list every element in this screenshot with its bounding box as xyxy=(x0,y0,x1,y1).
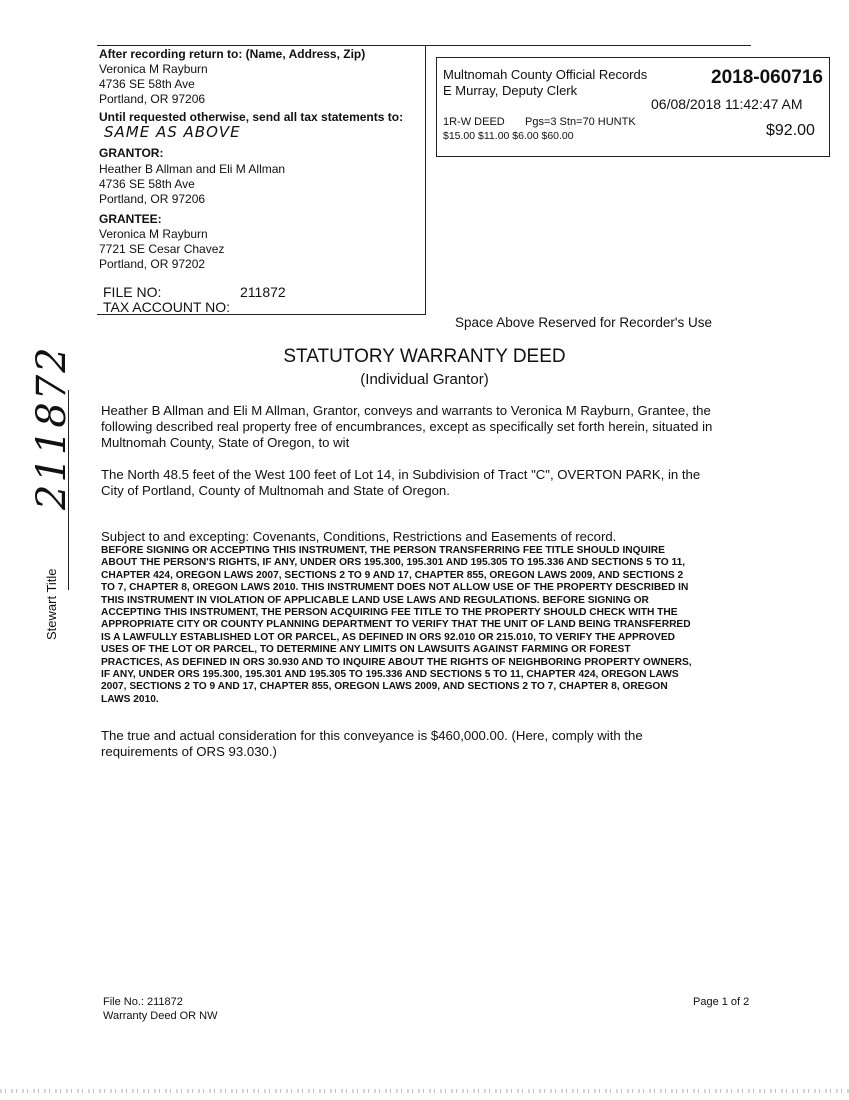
legal-description-line-2: City of Portland, County of Multnomah and State of Oregon. xyxy=(101,483,450,498)
footer-page-number: Page 1 of 2 xyxy=(693,996,750,1008)
warning-line: APPROPRIATE CITY OR COUNTY PLANNING DEPARTMENT TO VERIFY THAT THE UNIT OF LAND BEING TRANSFERRED xyxy=(101,619,691,631)
grantee-address-line2: Portland, OR 97202 xyxy=(99,257,206,271)
warning-line: USES OF THE LOT OR PARCEL, TO DETERMINE ANY LIMITS ON LAWSUITS AGAINST FARMING OR FOREST xyxy=(101,644,631,656)
deed-title: STATUTORY WARRANTY DEED xyxy=(283,346,566,367)
header-top-rule xyxy=(97,45,751,46)
recording-number: 2018-060716 xyxy=(711,67,823,88)
grantor-address-line1: 4736 SE 58th Ave xyxy=(99,177,195,191)
recorder-clerk: E Murray, Deputy Clerk xyxy=(443,83,578,98)
tax-statement-label: Until requested otherwise, send all tax statements to: xyxy=(99,110,404,124)
file-no-value: 211872 xyxy=(240,284,286,300)
warning-line: IS A LAWFULLY ESTABLISHED LOT OR PARCEL, AS DEFINED IN ORS 92.010 OR 215.010, TO VERIFY THE APPROVED xyxy=(101,631,676,643)
recording-total: $92.00 xyxy=(766,122,815,139)
deed-type-code: 1R-W DEED xyxy=(443,116,505,128)
legal-description-line-1: The North 48.5 feet of the West 100 feet of Lot 14, in Subdivision of Tract "C", OVERTON PARK, in the xyxy=(101,467,701,482)
return-name: Veronica M Rayburn xyxy=(99,62,208,76)
grantee-address-line1: 7721 SE Cesar Chavez xyxy=(99,242,225,256)
pages-station-info: Pgs=3 Stn=70 HUNTK xyxy=(525,116,636,128)
tax-statement-handwritten: SAME AS ABOVE xyxy=(104,123,241,141)
warning-line: ABOUT THE PERSON'S RIGHTS, IF ANY, UNDER ORS 195.300, 195.301 AND 195.305 TO 195.336 AND SECTIONS 5 TO 11, xyxy=(101,557,686,569)
consideration-line-2: requirements of ORS 93.030.) xyxy=(101,744,277,759)
warning-line: LAWS 2010. xyxy=(101,693,159,705)
return-address-line2: Portland, OR 97206 xyxy=(99,92,206,106)
handwritten-file-number: 211872 xyxy=(29,345,75,510)
conveyance-line-1: Heather B Allman and Eli M Allman, Grantor, conveys and warrants to Veronica M Rayburn, Grantee, the xyxy=(101,403,711,418)
stewart-title-label: Stewart Title xyxy=(44,568,59,640)
consideration-line-1: The true and actual consideration for this conveyance is $460,000.00. (Here, comply with the xyxy=(101,728,643,743)
warning-line: 2007, SECTIONS 2 TO 9 AND 17, CHAPTER 855, OREGON LAWS 2009, AND SECTIONS 2 TO 7, CHAPTER 8, OREGON xyxy=(101,681,668,693)
grantee-name: Veronica M Rayburn xyxy=(99,227,208,241)
warning-line: BEFORE SIGNING OR ACCEPTING THIS INSTRUMENT, THE PERSON TRANSFERRING FEE TITLE SHOULD INQUIRE xyxy=(101,545,665,556)
warning-line: PRACTICES, AS DEFINED IN ORS 30.930 AND TO INQUIRE ABOUT THE RIGHTS OF NEIGHBORING PROPERTY OWNERS, xyxy=(101,656,692,668)
conveyance-line-3: Multnomah County, State of Oregon, to wit xyxy=(101,435,350,450)
warning-line: TO 7, CHAPTER 8, OREGON LAWS 2010. THIS INSTRUMENT DOES NOT ALLOW USE OF THE PROPERTY DESCRIBED IN xyxy=(101,582,689,594)
recording-fees: $15.00 $11.00 $6.00 $60.00 xyxy=(443,130,574,142)
warning-line: THIS INSTRUMENT IN VIOLATION OF APPLICABLE LAND USE LAWS AND REGULATIONS. BEFORE SIGNING OR xyxy=(101,594,649,606)
grantor-name: Heather B Allman and Eli M Allman xyxy=(99,162,286,176)
warning-line: IF ANY, UNDER ORS 195.300, 195.301 AND 195.305 TO 195.336 AND SECTIONS 5 TO 11, CHAPTER 424, OREGON LAWS xyxy=(101,669,679,681)
statutory-warning xyxy=(101,545,761,706)
header-divider xyxy=(425,45,426,315)
recorder-office: Multnomah County Official Records xyxy=(443,67,648,82)
tax-account-label: TAX ACCOUNT NO: xyxy=(103,299,231,315)
grantor-label: GRANTOR: xyxy=(99,146,164,160)
return-label: After recording return to: (Name, Address, Zip) xyxy=(99,47,366,61)
grantor-address-line2: Portland, OR 97206 xyxy=(99,192,206,206)
file-no-label: FILE NO: xyxy=(103,284,162,300)
footer-file-no: File No.: 211872 xyxy=(103,996,183,1008)
scan-noise-strip xyxy=(0,1089,849,1093)
warning-line: ACCEPTING THIS INSTRUMENT, THE PERSON ACQUIRING FEE TITLE TO THE PROPERTY SHOULD CHECK WITH THE xyxy=(101,607,678,619)
recorder-reserved-note: Space Above Reserved for Recorder's Use xyxy=(455,315,712,330)
grantee-label: GRANTEE: xyxy=(99,212,162,226)
warning-line: CHAPTER 424, OREGON LAWS 2007, SECTIONS 2 TO 9 AND 17, CHAPTER 855, OREGON LAWS 2009, AND SECTIONS 2 xyxy=(101,569,684,581)
subject-to-line: Subject to and excepting: Covenants, Conditions, Restrictions and Easements of record. xyxy=(101,529,617,544)
return-address-line1: 4736 SE 58th Ave xyxy=(99,77,195,91)
footer-form-name: Warranty Deed OR NW xyxy=(103,1010,218,1022)
side-signature-rule xyxy=(68,390,69,590)
deed-subtitle: (Individual Grantor) xyxy=(360,371,489,388)
conveyance-line-2: following described real property free of encumbrances, except as specifically set forth herein, situated in xyxy=(101,419,713,434)
recording-datetime: 06/08/2018 11:42:47 AM xyxy=(651,96,803,112)
